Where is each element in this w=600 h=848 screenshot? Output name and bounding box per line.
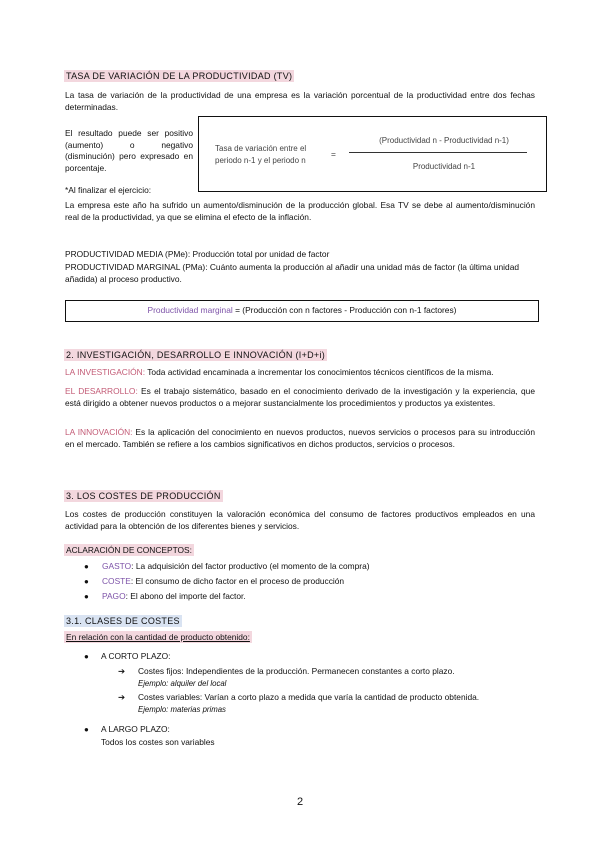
marginal-formula — [66, 305, 538, 317]
tv-paragraph-2: La empresa este año ha sufrido un aumento/disminución de la producción global. Esa TV se debe al aumento/disminución real de la productividad, ya que se elimina el efecto de la inflación. — [65, 200, 535, 222]
costes-heading: 3. LOS COSTES DE PRODUCCIÓN — [66, 491, 221, 501]
clases-subheading: En relación con la cantidad de producto obtenido: — [66, 632, 250, 642]
costes-paragraph: Los costes de producción constituyen la valoración económica del consumo de factores productivos empleados en una actividad para la obtención de los diferentes bienes y servicios. — [65, 509, 535, 531]
marginal-term: Productividad marginal — [147, 305, 233, 315]
costes-fijos-example: Ejemplo: alquiler del local — [138, 679, 227, 688]
largo-plazo-label: A LARGO PLAZO: — [101, 724, 170, 734]
desarrollo-text: Es el trabajo sistemático, basado en el conocimiento derivado de la investigación y la experiencia, que está dirigido a obtener nuevos productos o a mejorar sustancialmente los procedimientos y productos ya existentes. — [65, 386, 535, 408]
section-heading-clases — [64, 616, 182, 628]
page-number: 2 — [296, 796, 304, 808]
coste-text: : El consumo de dicho factor en el proceso de producción — [130, 576, 345, 586]
formula-equals: = — [331, 149, 336, 159]
tv-side-note: El resultado puede ser positivo (aumento) o negativo (disminución) pero expresado en porcentaje. — [65, 128, 193, 173]
pago-text: : El abono del importe del factor. — [125, 591, 246, 601]
corto-plazo-label: A CORTO PLAZO: — [101, 651, 171, 661]
investigacion-term: LA INVESTIGACIÓN: — [65, 367, 146, 377]
aclaracion-label: ACLARACIÓN DE CONCEPTOS: — [66, 545, 192, 555]
tv-formula-box — [198, 116, 547, 192]
tv-heading: TASA DE VARIACIÓN DE LA PRODUCTIVIDAD (TV) — [66, 71, 293, 81]
pago-term: PAGO — [102, 591, 126, 601]
arrow-right-icon: ➔ — [118, 692, 126, 702]
section-heading-tv — [64, 71, 294, 83]
idi-innovacion — [65, 427, 535, 450]
clases-heading: 3.1. CLASES DE COSTES — [66, 616, 180, 626]
formula-left: Tasa de variación entre el periodo n-1 y el periodo n — [215, 144, 307, 165]
bullet-icon: ● — [84, 652, 89, 661]
innovacion-text: Es la aplicación del conocimiento en nuevos productos, nuevos servicios o procesos para su introducción en el mercado. También se refiere a los cambios significativos en dichos productos, servicios o procesos. — [65, 427, 535, 449]
idi-investigacion — [65, 367, 535, 379]
formula-numerator: (Productividad n - Productividad n-1) — [379, 136, 509, 145]
section-heading-costes — [64, 491, 223, 503]
innovacion-term: LA INNOVACIÓN: — [65, 427, 133, 437]
section-heading-idi — [64, 350, 327, 362]
idi-heading: 2. INVESTIGACIÓN, DESARROLLO E INNOVACIÓN (I+D+i) — [66, 350, 326, 360]
gasto-text: : La adquisición del factor productivo (el momento de la compra) — [131, 561, 370, 571]
pma-definition: PRODUCTIVIDAD MARGINAL (PMa): Cuánto aumenta la producción al añadir una unidad más de factor (la última unidad añadida) al proceso productivo. — [65, 262, 520, 284]
formula-denominator: Productividad n-1 — [412, 162, 476, 171]
bullet-icon: ● — [84, 592, 89, 601]
clases-sub — [64, 632, 252, 644]
coste-term: COSTE — [102, 576, 131, 586]
costes-variables-example: Ejemplo: materias primas — [138, 705, 226, 714]
investigacion-text: Toda actividad encaminada a incrementar los conocimientos técnicos científicos de la misma. — [145, 367, 494, 377]
costes-fijos-text: Costes fijos: Independientes de la producción. Permanecen constantes a corto plazo. — [138, 666, 455, 676]
aclaracion-heading — [64, 545, 194, 557]
marginal-def: = (Producción con n factores - Producción con n-1 factores) — [232, 305, 457, 315]
idi-desarrollo — [65, 386, 535, 409]
costes-variables-text: Costes variables: Varían a corto plazo a medida que varía la cantidad de producto obtenida. — [138, 692, 480, 702]
marginal-formula-box — [65, 300, 539, 322]
gasto-term: GASTO — [102, 561, 132, 571]
tv-paragraph: La tasa de variación de la productividad de una empresa es la variación porcentual de la productividad entre dos fechas determinadas. — [65, 90, 535, 112]
arrow-right-icon: ➔ — [118, 666, 126, 676]
pme-definition: PRODUCTIVIDAD MEDIA (PMe): Producción total por unidad de factor — [65, 249, 330, 259]
largo-plazo-text: Todos los costes son variables — [101, 737, 215, 747]
desarrollo-term: EL DESARROLLO: — [65, 386, 138, 396]
bullet-icon: ● — [84, 725, 89, 734]
bullet-icon: ● — [84, 562, 89, 571]
bullet-icon: ● — [84, 577, 89, 586]
tv-note: *Al finalizar el ejercicio: — [65, 185, 152, 195]
formula-fraction-line — [349, 152, 527, 153]
